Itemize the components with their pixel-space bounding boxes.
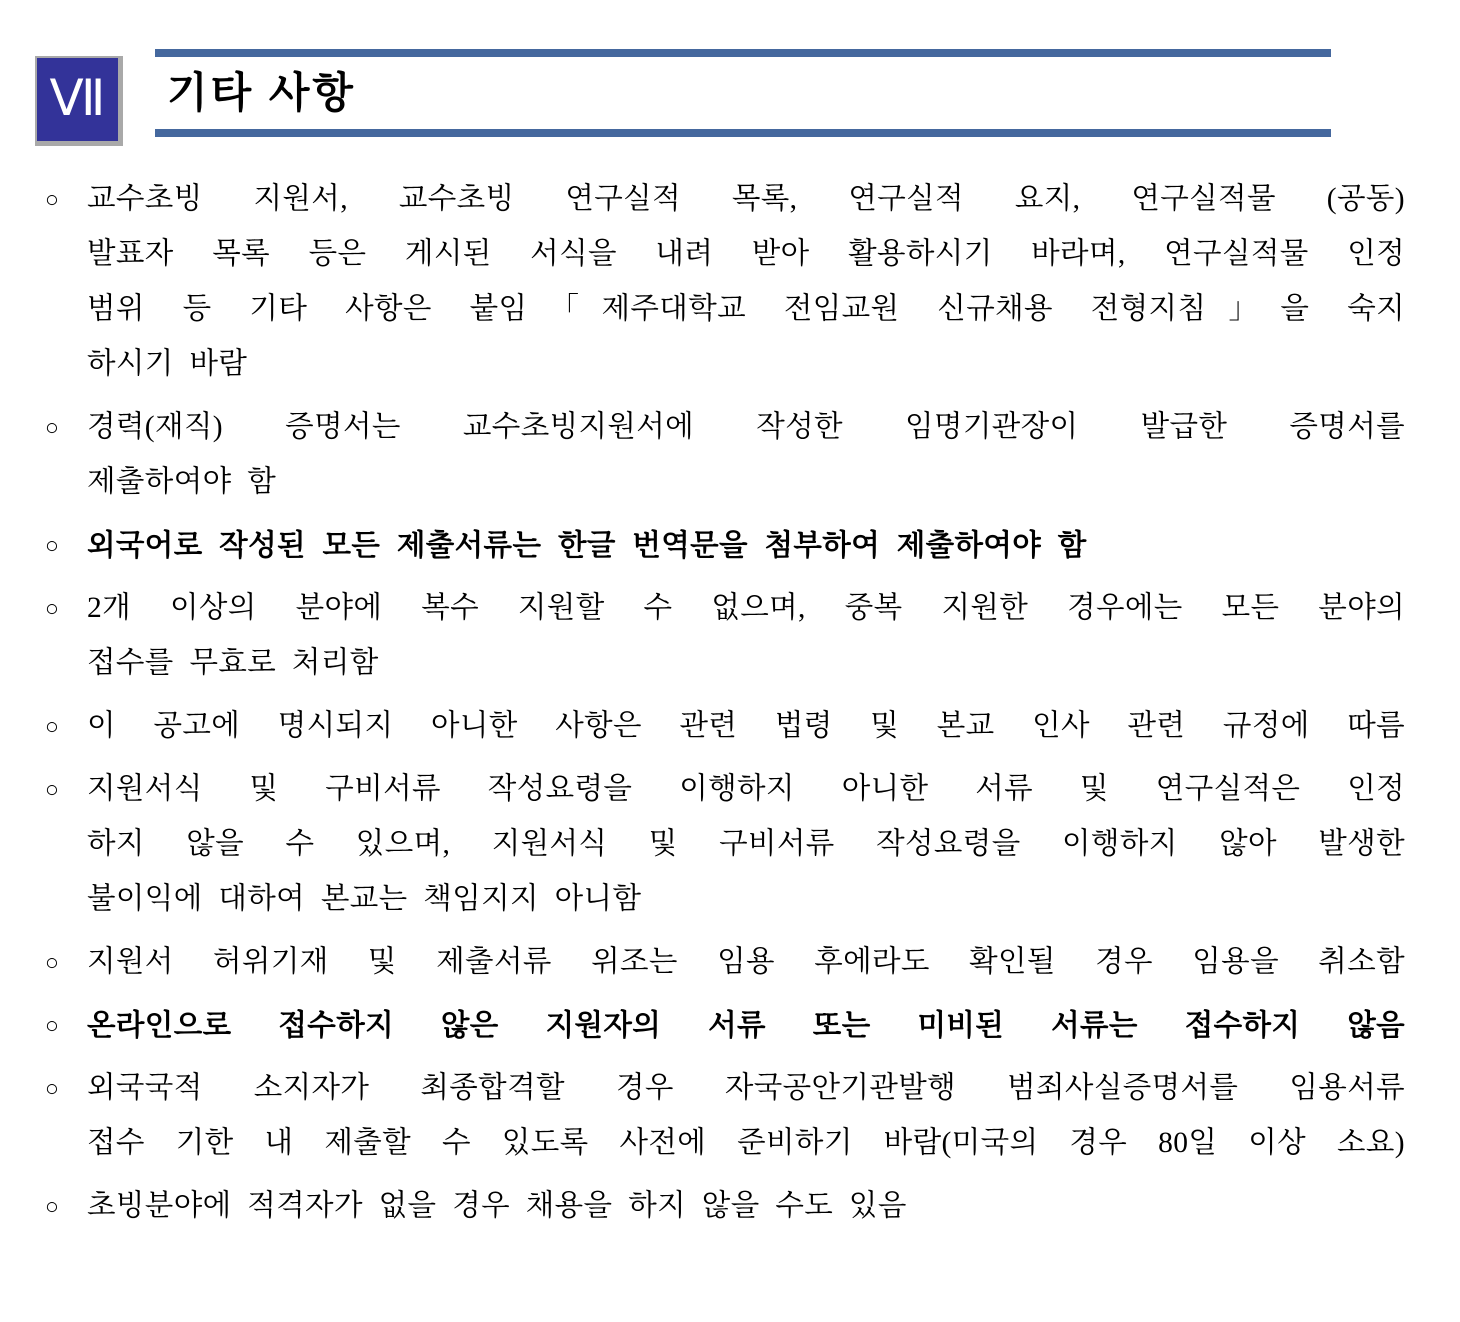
list-item (45, 1179, 1405, 1234)
list-item (45, 935, 1405, 990)
bullet-circle-icon: ○ (45, 714, 59, 739)
bullet-lines (87, 1061, 1405, 1171)
list-item (45, 172, 1405, 392)
bullet-line-text: 불이익에 대하여 본교는 책임지지 아니함 (87, 883, 642, 915)
bullet-circle-icon: ○ (45, 1194, 59, 1219)
bullet-circle-icon: ○ (45, 1013, 59, 1038)
header-rule-top (155, 49, 1331, 57)
bullet-lines (87, 581, 1405, 691)
list-item (45, 581, 1405, 691)
bullet-circle-icon: ○ (45, 187, 59, 212)
bullet-line-text: 하지 않을 수 있으며, 지원서식 및 구비서류 작성요령을 이행하지 않아 발생한 (87, 828, 1405, 860)
bullet-lines (87, 699, 1405, 754)
section-number-box (35, 56, 123, 146)
list-item (45, 998, 1405, 1053)
bullet-lines (87, 935, 1405, 990)
bullet-lines (87, 998, 1405, 1053)
bullet-line-text: 하시기 바람 (87, 348, 248, 380)
section-number: Ⅶ (49, 69, 106, 126)
bullet-line-text: 발표자 목록 등은 게시된 서식을 내려 받아 활용하시기 바라며, 연구실적물 인정 (87, 238, 1405, 270)
list-item (45, 400, 1405, 510)
bullet-line-text: 접수 기한 내 제출할 수 있도록 사전에 준비하기 바람(미국의 경우 80일 이상 소요) (87, 1127, 1405, 1159)
bullet-line-text: 범위 등 기타 사항은 붙임「제주대학교 전임교원 신규채용 전형지침」을 숙지 (87, 293, 1405, 325)
bullet-line-text: 경력(재직) 증명서는 교수초빙지원서에 작성한 임명기관장이 발급한 증명서를 (87, 411, 1405, 443)
bullet-circle-icon: ○ (45, 950, 59, 975)
bullet-line-text: 2개 이상의 분야에 복수 지원할 수 없으며, 중복 지원한 경우에는 모든 분야의 (87, 592, 1405, 624)
bullet-line-text: 초빙분야에 적격자가 없을 경우 채용을 하지 않을 수도 있음 (87, 1190, 907, 1222)
page-title: 기타 사항 (167, 69, 356, 116)
bullet-list (45, 172, 1405, 1242)
bullet-lines (87, 1179, 1405, 1234)
bullet-circle-icon: ○ (45, 533, 59, 558)
bullet-line-text: 교수초빙 지원서, 교수초빙 연구실적 목록, 연구실적 요지, 연구실적물 (공동) (87, 183, 1405, 215)
bullet-circle-icon: ○ (45, 777, 59, 802)
bullet-circle-icon: ○ (45, 1076, 59, 1101)
bullet-line-text: 이 공고에 명시되지 아니한 사항은 관련 법령 및 본교 인사 관련 규정에 따름 (87, 710, 1405, 742)
bullet-line-text: 지원서식 및 구비서류 작성요령을 이행하지 아니한 서류 및 연구실적은 인정 (87, 773, 1405, 805)
bullet-line-text: 지원서 허위기재 및 제출서류 위조는 임용 후에라도 확인될 경우 임용을 취소함 (87, 946, 1405, 978)
list-item (45, 762, 1405, 927)
bullet-lines (87, 518, 1405, 573)
bullet-lines (87, 400, 1405, 510)
list-item (45, 699, 1405, 754)
bullet-line-text: 외국국적 소지자가 최종합격할 경우 자국공안기관발행 범죄사실증명서를 임용서류 (87, 1072, 1405, 1104)
bullet-line-text: 온라인으로 접수하지 않은 지원자의 서류 또는 미비된 서류는 접수하지 않음 (87, 1009, 1405, 1042)
list-item (45, 1061, 1405, 1171)
bullet-line-text: 접수를 무효로 처리함 (87, 647, 379, 679)
bullet-circle-icon: ○ (45, 415, 59, 440)
bullet-circle-icon: ○ (45, 596, 59, 621)
bullet-lines (87, 172, 1405, 392)
section-header (0, 0, 1460, 160)
bullet-line-text: 제출하여야 함 (87, 466, 277, 498)
header-rule-bottom (155, 129, 1331, 137)
list-item (45, 518, 1405, 573)
bullet-line-text: 외국어로 작성된 모든 제출서류는 한글 번역문을 첨부하여 제출하여야 함 (87, 529, 1087, 562)
bullet-lines (87, 762, 1405, 927)
